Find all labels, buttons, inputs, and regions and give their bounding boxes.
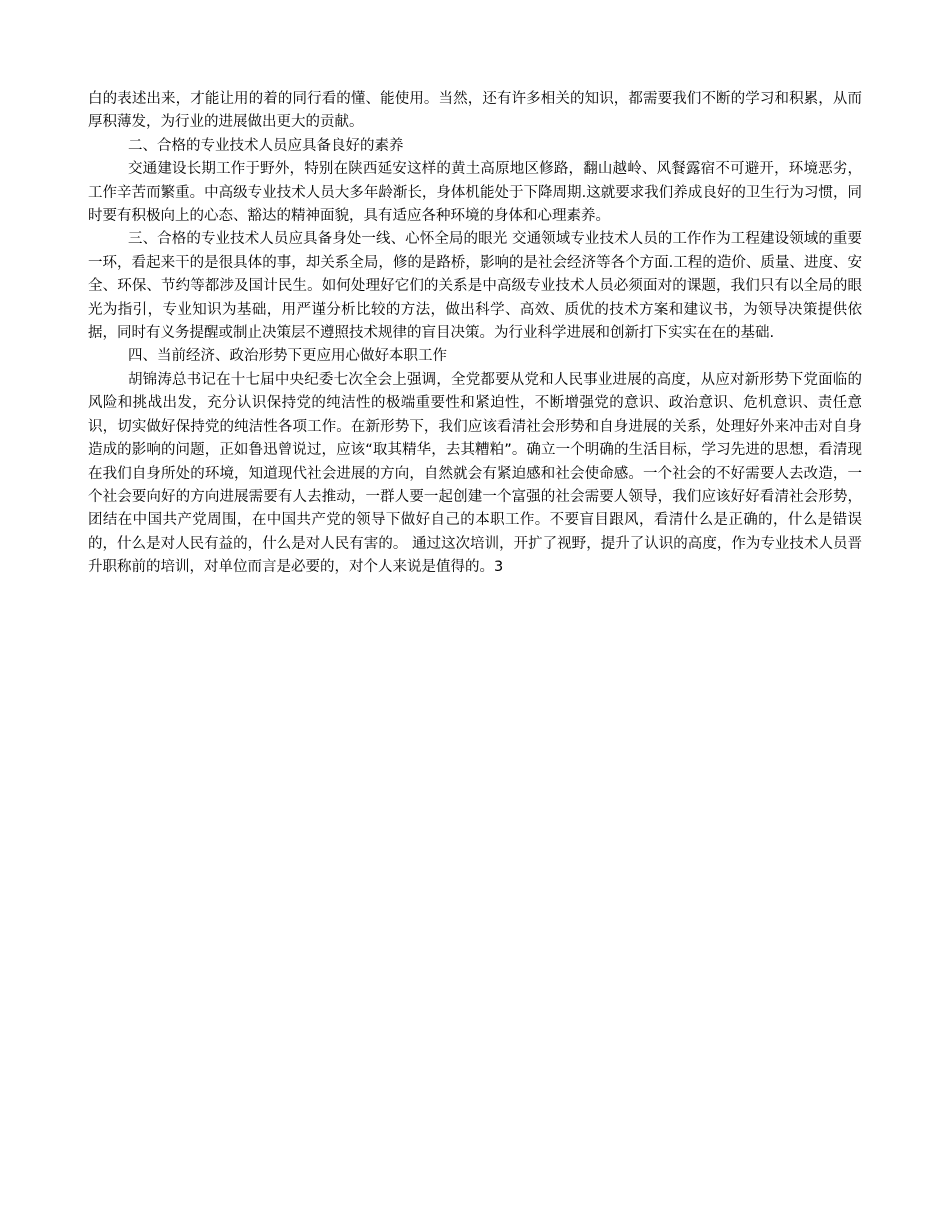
paragraph-continuation: 白的表述出来，才能让用的着的同行看的懂、能使用。当然，还有许多相关的知识，都需要我们不断的学习和积累，从而厚积薄发，为行业的进展做出更大的贡献。 [88, 91, 862, 131]
section-heading-two: 二、合格的专业技术人员应具备良好的素养 [128, 137, 404, 154]
section-heading-three-paragraph: 三、合格的专业技术人员应具备身处一线、心怀全局的眼光 交通领域专业技术人员的工作作为工程建设领域的重要一环，看起来干的是很具体的事，却关系全局，修的是路桥，影响的是社会经济等各个方面.工程的造价、质量、进度、安全、环保、节约等都涉及国计民生。如何处理好它们的关系是中高级专业技术人员必须面对的课题，我们只有以全局的眼光为指引，专业知识为基础，用严谨分析比较的方法，做出科学、高效、质优的技术方案和建议书，为领导决策提供依据，同时有义务提醒或制止决策层不遵照技术规律的盲目决策。为行业科学进展和创新打下实实在在的基础. [88, 231, 862, 342]
document-page [88, 88, 862, 580]
paragraph-literacy: 交通建设长期工作于野外，特别在陕西延安这样的黄土高原地区修路，翻山越岭、风餐露宿不可避开，环境恶劣，工作辛苦而繁重。中高级专业技术人员大多年龄渐长，身体机能处于下降周期.这就要求我们养成良好的卫生行为习惯，同时要有积极向上的心态、豁达的精神面貌，具有适应各种环境的身体和心理素养。 [88, 161, 862, 225]
paragraph-situation: 胡锦涛总书记在十七届中央纪委七次全会上强调，全党都要从党和人民事业进展的高度，从应对新形势下党面临的风险和挑战出发，充分认识保持党的纯洁性的极端重要性和紧迫性，不断增强党的意识、政治意识、危机意识、责任意识，切实做好保持党的纯洁性各项工作。在新形势下，我们应该看清社会形势和自身进展的关系，处理好外来冲击对自身造成的影响的问题，正如鲁迅曾说过，应该“取其精华，去其糟粕”。确立一个明确的生活目标，学习先进的思想，看清现在我们自身所处的环境，知道现代社会进展的方向，自然就会有紧迫感和社会使命感。一个社会的不好需要人去改造，一个社会要向好的方向进展需要有人去推动，一群人要一起创建一个富强的社会需要人领导，我们应该好好看清社会形势，团结在中国共产党周围，在中国共产党的领导下做好自己的本职工作。不要盲目跟风，看清什么是正确的，什么是错误的，什么是对人民有益的，什么是对人民有害的。 通过这次培训，开扩了视野，提升了认识的高度，作为专业技术人员晋升职称前的培训，对单位而言是必要的，对个人来说是值得的。3 [88, 371, 862, 576]
section-heading-four: 四、当前经济、政治形势下更应用心做好本职工作 [128, 348, 447, 365]
